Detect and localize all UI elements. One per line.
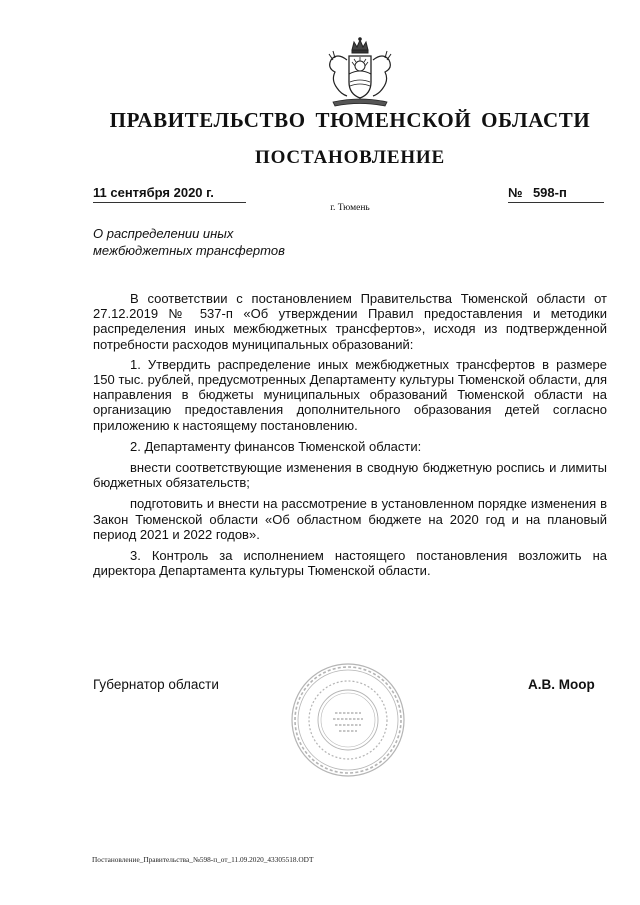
city-label: г. Тюмень — [330, 203, 370, 213]
number-sign: № — [508, 185, 523, 200]
document-subject — [93, 225, 353, 259]
item-1-paragraph: 1. Утвердить распределение иных межбюджетных трансфертов в размере 150 тыс. рублей, предусмотренных Департаменту культуры Тюменской области, для направления в бюджеты муниципальных образований Тюменской области на организацию предоставления дополнительного образования детей согласно приложению к настоящему постановлению. — [93, 356, 607, 433]
item-2a-paragraph: внести соответствующие изменения в сводную бюджетную роспись и лимиты бюджетных обязательств; — [93, 460, 607, 491]
document-number: 598-п — [532, 185, 567, 200]
signatory-position: Губернатор области — [93, 677, 219, 692]
document-date: 11 сентября 2020 г. — [93, 185, 214, 200]
item-3-paragraph: 3. Контроль за исполнением настоящего постановления возложить на директора Департамента культуры Тюменской области. — [93, 548, 607, 579]
document-date-field — [93, 184, 246, 203]
subject-line-2: межбюджетных трансфертов — [93, 243, 285, 258]
subject-line-1: О распределении иных — [93, 226, 234, 241]
preamble-paragraph: В соответствии с постановлением Правительства Тюменской области от 27.12.2019 № 537-п «Об утверждении Правил предоставления и методики распределения иных межбюджетных трансфертов», исходя из подтвержденной потребности расходов муниципальных образований: — [93, 291, 607, 352]
item-2-paragraph: 2. Департаменту финансов Тюменской области: — [130, 438, 422, 454]
official-seal-icon — [289, 661, 407, 779]
item-2b-paragraph: подготовить и внести на рассмотрение в установленном порядке изменения в Закон Тюменской области «Об областном бюджете на 2020 год и на плановый период 2021 и 2022 годов». — [93, 496, 607, 542]
document-body — [93, 291, 607, 584]
footer-filename: Постановление_Правительства_№598-п_от_11.09.2020_43305518.ODT — [92, 855, 314, 864]
government-title: ПРАВИТЕЛЬСТВО ТЮМЕНСКОЙ ОБЛАСТИ — [109, 108, 591, 132]
signatory-name: А.В. Моор — [528, 677, 595, 692]
document-type-title: ПОСТАНОВЛЕНИЕ — [255, 147, 445, 168]
coat-of-arms-icon — [319, 36, 401, 110]
document-number-field — [508, 184, 604, 203]
